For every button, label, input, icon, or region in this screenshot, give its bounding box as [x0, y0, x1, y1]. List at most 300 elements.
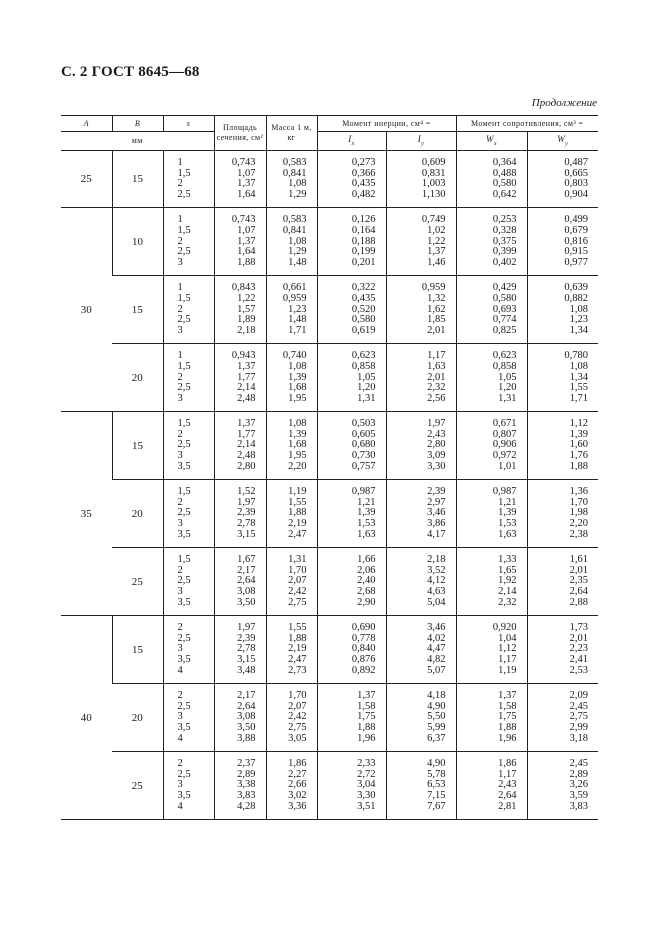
value-wx: 1,92	[498, 575, 517, 587]
value-mass: 1,31	[288, 554, 307, 566]
value-iy: 5,50	[427, 711, 446, 723]
value-area: 0,743	[231, 214, 256, 226]
value-wy: 2,45	[569, 758, 588, 770]
value-s: 4	[177, 800, 183, 812]
value-iy: 1,17	[427, 350, 446, 362]
value-ix: 0,876	[351, 653, 376, 665]
value-area: 2,80	[237, 460, 256, 472]
value-s: 2	[177, 564, 183, 576]
cell-a: 40	[61, 616, 112, 820]
value-wx: 1,88	[498, 721, 517, 733]
value-area: 2,14	[237, 439, 256, 451]
value-wx: 0,399	[492, 246, 517, 258]
value-area: 2,48	[237, 450, 256, 462]
value-mass: 1,29	[288, 246, 307, 258]
value-ix: 0,503	[351, 418, 376, 430]
value-s: 2	[177, 303, 183, 315]
page-header: С. 2 ГОСТ 8645—68	[61, 64, 200, 80]
value-wx: 0,972	[492, 450, 517, 462]
value-area: 3,15	[237, 653, 256, 665]
value-mass: 2,47	[288, 528, 307, 540]
value-wy: 0,803	[564, 178, 588, 190]
value-iy: 5,07	[427, 664, 446, 676]
col-area-header: Площадь сечения, см²	[214, 116, 266, 151]
cell-mass	[266, 480, 317, 548]
cell-s	[163, 752, 214, 820]
value-mass: 1,08	[288, 178, 307, 190]
value-area: 2,48	[237, 392, 256, 404]
value-iy: 4,18	[427, 690, 446, 702]
value-wx: 1,33	[498, 554, 517, 566]
value-s: 1,5	[177, 360, 191, 372]
cell-ix	[317, 480, 386, 548]
value-iy: 5,78	[427, 768, 446, 780]
value-ix: 2,68	[357, 586, 376, 597]
value-ix: 2,06	[357, 564, 376, 576]
value-iy: 3,46	[427, 622, 446, 634]
value-ix: 0,858	[351, 360, 376, 372]
cell-ix	[317, 151, 386, 208]
cell-area	[214, 151, 266, 208]
value-wy: 1,60	[569, 439, 588, 451]
table-header	[61, 116, 598, 151]
col-a-header: A	[61, 116, 112, 132]
value-wx: 1,19	[498, 664, 517, 676]
value-area: 1,57	[237, 303, 256, 315]
value-wy: 1,76	[569, 450, 588, 462]
value-wy: 1,12	[569, 418, 588, 430]
value-ix: 1,96	[357, 732, 376, 744]
value-ix: 1,39	[357, 507, 376, 519]
cell-wx	[456, 412, 527, 480]
cell-b: 25	[112, 548, 163, 616]
value-wx: 0,825	[492, 324, 517, 336]
value-wy: 1,08	[569, 303, 588, 315]
value-iy: 6,53	[427, 779, 446, 791]
value-wx: 1,21	[498, 496, 517, 508]
value-wx: 1,05	[498, 371, 517, 383]
value-mass: 1,88	[288, 632, 307, 644]
col-inertia-header: Момент инерции, см⁴ =	[317, 116, 456, 132]
col-wy-header: $W_y$	[527, 132, 598, 151]
value-wx: 0,580	[492, 292, 517, 304]
value-wy: 1,73	[569, 622, 588, 634]
value-mass: 2,42	[288, 711, 307, 723]
cell-iy	[386, 208, 456, 276]
value-mass: 1,70	[288, 564, 307, 576]
value-mass: 0,841	[282, 224, 307, 236]
value-iy: 4,47	[427, 643, 446, 655]
value-ix: 0,126	[351, 214, 376, 226]
value-wx: 0,693	[492, 303, 517, 315]
value-wy: 1,23	[569, 314, 588, 326]
value-area: 1,64	[237, 188, 256, 200]
profile-table	[61, 115, 598, 820]
value-s: 3	[177, 392, 183, 404]
cell-s	[163, 276, 214, 344]
value-ix: 0,435	[351, 292, 376, 304]
value-iy: 4,02	[427, 632, 446, 644]
value-wy: 1,55	[569, 382, 588, 394]
value-wx: 2,32	[498, 596, 517, 608]
value-ix: 0,778	[351, 632, 376, 644]
cell-wy	[527, 616, 598, 684]
value-mass: 1,55	[288, 622, 307, 634]
value-ix: 1,05	[357, 371, 376, 383]
value-area: 2,17	[237, 564, 256, 576]
value-wx: 0,488	[492, 167, 517, 179]
value-mass: 1,08	[288, 235, 307, 247]
cell-mass	[266, 344, 317, 412]
cell-mass	[266, 548, 317, 616]
value-area: 3,88	[237, 732, 256, 744]
value-iy: 7,15	[427, 789, 446, 801]
value-s: 2,5	[177, 314, 191, 326]
value-wy: 2,20	[569, 518, 588, 530]
cell-ix	[317, 752, 386, 820]
value-wx: 1,39	[498, 507, 517, 519]
value-s: 3,5	[177, 528, 191, 540]
cell-b: 15	[112, 151, 163, 208]
cell-mass	[266, 208, 317, 276]
cell-a: 25	[61, 151, 112, 208]
value-wx: 1,37	[498, 690, 517, 702]
value-area: 1,37	[237, 360, 256, 372]
cell-iy	[386, 684, 456, 752]
value-wy: 1,88	[569, 460, 588, 472]
table-body	[61, 151, 598, 820]
value-mass: 1,88	[288, 507, 307, 519]
cell-wy	[527, 412, 598, 480]
value-s: 2	[177, 690, 183, 702]
cell-wx	[456, 548, 527, 616]
value-wx: 1,75	[498, 711, 517, 723]
value-s: 4	[177, 732, 183, 744]
value-wy: 0,499	[564, 214, 588, 226]
value-ix: 1,53	[357, 518, 376, 530]
value-mass: 1,23	[288, 303, 307, 315]
value-iy: 1,32	[427, 292, 446, 304]
value-area: 3,08	[237, 711, 256, 723]
value-area: 2,39	[237, 507, 256, 519]
value-mass: 1,71	[288, 324, 307, 336]
value-mass: 1,48	[288, 256, 307, 268]
value-s: 2,5	[177, 632, 191, 644]
value-iy: 6,37	[427, 732, 446, 744]
value-wx: 0,987	[492, 486, 517, 498]
value-wx: 1,12	[498, 643, 517, 655]
value-s: 4	[177, 664, 183, 676]
value-area: 1,89	[237, 314, 256, 326]
cell-wy	[527, 684, 598, 752]
value-s: 3,5	[177, 789, 191, 801]
value-wy: 3,83	[569, 800, 588, 812]
value-wy: 1,34	[569, 371, 588, 383]
cell-wx	[456, 151, 527, 208]
value-iy: 1,02	[427, 224, 446, 236]
value-s: 3	[177, 779, 183, 791]
value-ix: 0,482	[351, 188, 376, 200]
value-s: 3,5	[177, 721, 191, 733]
cell-s	[163, 344, 214, 412]
value-mass: 2,42	[288, 586, 307, 597]
value-mass: 0,583	[282, 157, 307, 168]
value-area: 2,37	[237, 758, 256, 770]
value-wy: 0,780	[564, 350, 588, 362]
value-ix: 0,730	[351, 450, 376, 462]
value-wy: 0,977	[564, 256, 588, 268]
value-wy: 2,45	[569, 700, 588, 712]
value-area: 3,38	[237, 779, 256, 791]
value-ix: 2,33	[357, 758, 376, 770]
value-ix: 0,520	[351, 303, 376, 315]
value-s: 2,5	[177, 246, 191, 258]
value-mass: 0,841	[282, 167, 307, 179]
value-area: 1,88	[237, 256, 256, 268]
value-s: 2,5	[177, 188, 191, 200]
value-s: 1,5	[177, 554, 191, 566]
cell-wy	[527, 752, 598, 820]
value-wy: 1,98	[569, 507, 588, 519]
value-iy: 3,09	[427, 450, 446, 462]
cell-ix	[317, 344, 386, 412]
value-s: 3	[177, 450, 183, 462]
value-wx: 1,65	[498, 564, 517, 576]
value-wx: 0,253	[492, 214, 517, 226]
cell-wx	[456, 752, 527, 820]
value-s: 3	[177, 518, 183, 530]
value-s: 3,5	[177, 460, 191, 472]
value-wy: 2,23	[569, 643, 588, 655]
value-wx: 2,43	[498, 779, 517, 791]
cell-area	[214, 480, 266, 548]
value-wy: 1,34	[569, 324, 588, 336]
value-mass: 2,20	[288, 460, 307, 472]
value-mass: 2,75	[288, 721, 307, 733]
cell-b: 25	[112, 752, 163, 820]
value-mass: 1,19	[288, 486, 307, 498]
value-ix: 3,51	[357, 800, 376, 812]
cell-iy	[386, 276, 456, 344]
value-wx: 0,364	[492, 157, 517, 168]
value-wy: 0,639	[564, 282, 588, 294]
value-mass: 2,73	[288, 664, 307, 676]
value-iy: 4,63	[427, 586, 446, 597]
value-wy: 1,71	[569, 392, 588, 404]
table-row	[61, 684, 598, 752]
value-mass: 1,95	[288, 450, 307, 462]
cell-ix	[317, 684, 386, 752]
cell-b: 20	[112, 684, 163, 752]
col-iy-header: $I_y$	[386, 132, 456, 151]
value-area: 1,64	[237, 246, 256, 258]
value-ix: 1,88	[357, 721, 376, 733]
cell-ix	[317, 548, 386, 616]
table-row	[61, 548, 598, 616]
value-ix: 0,164	[351, 224, 376, 236]
value-mass: 3,05	[288, 732, 307, 744]
cell-area	[214, 276, 266, 344]
cell-area	[214, 208, 266, 276]
value-area: 0,843	[231, 282, 256, 294]
continuation-label: Продолжение	[531, 97, 597, 109]
value-ix: 3,30	[357, 789, 376, 801]
value-mass: 2,66	[288, 779, 307, 791]
value-wy: 0,882	[564, 292, 588, 304]
table-row	[61, 480, 598, 548]
cell-mass	[266, 276, 317, 344]
value-ix: 1,63	[357, 528, 376, 540]
value-iy: 4,82	[427, 653, 446, 665]
value-iy: 5,99	[427, 721, 446, 733]
value-ix: 2,40	[357, 575, 376, 587]
value-iy: 4,17	[427, 528, 446, 540]
value-iy: 2,97	[427, 496, 446, 508]
value-iy: 1,130	[421, 188, 446, 200]
value-wx: 0,580	[492, 178, 517, 190]
value-wx: 1,96	[498, 732, 517, 744]
value-wy: 1,08	[569, 360, 588, 372]
value-ix: 0,757	[351, 460, 376, 472]
unit-header: мм	[61, 132, 214, 151]
value-area: 1,77	[237, 371, 256, 383]
value-ix: 1,21	[357, 496, 376, 508]
value-ix: 0,322	[351, 282, 376, 294]
value-mass: 2,19	[288, 518, 307, 530]
value-area: 1,07	[237, 224, 256, 236]
value-area: 3,50	[237, 596, 256, 608]
cell-wy	[527, 480, 598, 548]
cell-b: 15	[112, 616, 163, 684]
value-wx: 0,623	[492, 350, 517, 362]
value-iy: 3,86	[427, 518, 446, 530]
value-mass: 3,36	[288, 800, 307, 812]
cell-wx	[456, 616, 527, 684]
value-iy: 0,831	[421, 167, 446, 179]
value-s: 2	[177, 371, 183, 383]
value-wy: 2,88	[569, 596, 588, 608]
value-area: 1,37	[237, 418, 256, 430]
value-iy: 1,37	[427, 246, 446, 258]
value-wy: 2,99	[569, 721, 588, 733]
cell-wy	[527, 208, 598, 276]
table-row	[61, 276, 598, 344]
value-wx: 1,04	[498, 632, 517, 644]
value-wy: 2,41	[569, 653, 588, 665]
cell-s	[163, 616, 214, 684]
value-wx: 0,375	[492, 235, 517, 247]
value-area: 1,97	[237, 622, 256, 634]
value-iy: 2,18	[427, 554, 446, 566]
value-wx: 1,17	[498, 768, 517, 780]
value-mass: 0,959	[282, 292, 307, 304]
value-mass: 1,08	[288, 360, 307, 372]
cell-mass	[266, 684, 317, 752]
value-s: 3	[177, 711, 183, 723]
value-wy: 3,26	[569, 779, 588, 791]
cell-wx	[456, 276, 527, 344]
value-wx: 0,906	[492, 439, 517, 451]
value-wx: 0,402	[492, 256, 517, 268]
value-s: 1,5	[177, 292, 191, 304]
value-mass: 0,661	[282, 282, 307, 294]
value-iy: 1,63	[427, 360, 446, 372]
value-area: 2,14	[237, 382, 256, 394]
value-ix: 0,580	[351, 314, 376, 326]
value-wy: 2,01	[569, 632, 588, 644]
value-s: 2	[177, 178, 183, 190]
value-iy: 3,46	[427, 507, 446, 519]
value-wx: 0,642	[492, 188, 517, 200]
value-area: 3,48	[237, 664, 256, 676]
value-wx: 0,429	[492, 282, 517, 294]
value-wy: 1,70	[569, 496, 588, 508]
value-wy: 2,75	[569, 711, 588, 723]
cell-mass	[266, 151, 317, 208]
cell-wy	[527, 276, 598, 344]
col-mass-header: Масса 1 м, кг	[266, 116, 317, 151]
value-wy: 0,679	[564, 224, 588, 236]
value-iy: 7,67	[427, 800, 446, 812]
value-ix: 2,72	[357, 768, 376, 780]
value-ix: 0,619	[351, 324, 376, 336]
value-iy: 4,12	[427, 575, 446, 587]
value-ix: 1,66	[357, 554, 376, 566]
value-ix: 3,04	[357, 779, 376, 791]
value-s: 2,5	[177, 382, 191, 394]
value-ix: 1,20	[357, 382, 376, 394]
cell-s	[163, 412, 214, 480]
col-s-header: s	[163, 116, 214, 132]
value-wx: 0,671	[492, 418, 517, 430]
value-area: 1,07	[237, 167, 256, 179]
value-wy: 0,665	[564, 167, 588, 179]
value-wy: 2,38	[569, 528, 588, 540]
value-area: 1,37	[237, 178, 256, 190]
value-s: 2	[177, 496, 183, 508]
value-s: 1	[177, 282, 183, 294]
value-iy: 2,80	[427, 439, 446, 451]
value-mass: 1,70	[288, 690, 307, 702]
cell-b: 15	[112, 412, 163, 480]
value-wx: 0,774	[492, 314, 517, 326]
value-mass: 1,86	[288, 758, 307, 770]
value-wy: 3,18	[569, 732, 588, 744]
value-wx: 1,86	[498, 758, 517, 770]
value-iy: 1,22	[427, 235, 446, 247]
value-iy: 2,56	[427, 392, 446, 404]
table-row	[61, 344, 598, 412]
table-row	[61, 151, 598, 208]
value-s: 2	[177, 428, 183, 440]
cell-iy	[386, 548, 456, 616]
cell-s	[163, 208, 214, 276]
value-area: 1,22	[237, 292, 256, 304]
cell-ix	[317, 276, 386, 344]
value-s: 3	[177, 324, 183, 336]
value-s: 3	[177, 586, 183, 597]
cell-wx	[456, 684, 527, 752]
value-wx: 1,31	[498, 392, 517, 404]
value-s: 3,5	[177, 596, 191, 608]
value-area: 2,39	[237, 632, 256, 644]
value-wx: 1,17	[498, 653, 517, 665]
value-wx: 2,64	[498, 789, 517, 801]
value-s: 2,5	[177, 700, 191, 712]
cell-a: 30	[61, 208, 112, 412]
cell-s	[163, 480, 214, 548]
cell-a: 35	[61, 412, 112, 616]
